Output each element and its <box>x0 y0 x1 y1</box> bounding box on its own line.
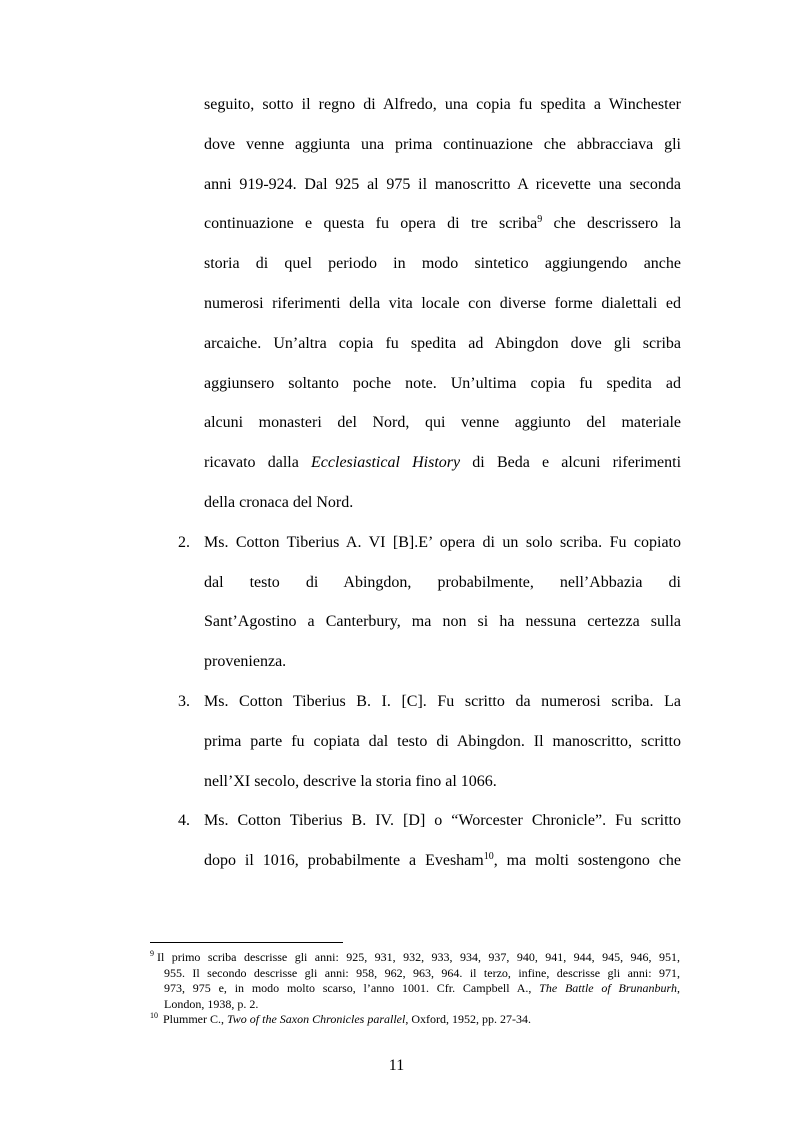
footnote-line: 955. Il secondo descrisse gli anni: 958, 962, 963, 964. il terzo, infine, descrisse gli anni: 971, <box>164 965 680 980</box>
footnote-line <box>157 981 680 997</box>
footnotes <box>150 950 680 1028</box>
text-line: anni 919-924. Dal 925 al 975 il manoscritto A ricevette una seconda <box>204 175 681 193</box>
text-line: Ms. Cotton Tiberius B. IV. [D] o “Worcester Chronicle”. Fu scritto <box>204 812 681 830</box>
footnote-mark: 9 <box>150 949 154 958</box>
text-line: arcaiche. Un’altra copia fu spedita ad Abingdon dove gli scriba <box>204 334 681 352</box>
paragraph-manuscript-a <box>204 85 681 523</box>
footnote-10 <box>150 1012 680 1028</box>
text-line: dove venne aggiunta una prima continuazione che abbracciava gli <box>204 135 681 153</box>
text-line <box>204 443 681 483</box>
text-fragment: continuazione e questa fu opera di tre scriba <box>204 215 538 233</box>
text-fragment: dopo il 1016, probabilmente a Evesham <box>204 852 484 870</box>
book-title-battle-of-brunanburh: The Battle of Brunanburh <box>539 981 677 995</box>
text-line: della cronaca del Nord. <box>204 493 354 511</box>
book-title-two-saxon-chronicles: Two of the Saxon Chronicles parallel <box>227 1012 406 1026</box>
footnote-separator <box>150 942 343 943</box>
text-line: aggiunsero soltanto poche note. Un’ultima copia fu spedita ad <box>204 374 681 392</box>
list-item-4 <box>178 801 682 881</box>
page-number: 11 <box>388 1057 405 1074</box>
text-fragment: che descrissero la <box>553 215 681 233</box>
text-line: alcuni monasteri del Nord, qui venne aggiunto del materiale <box>204 414 681 432</box>
footnote-9 <box>150 950 680 1012</box>
text-fragment: 973, 975 e, in modo molto scarso, l’anno 1001. Cfr. Campbell A., <box>164 981 532 995</box>
text-fragment: , ma molti sostengono che <box>493 852 682 870</box>
text-line: numerosi riferimenti della vita locale con diverse forme dialettali ed <box>204 294 681 312</box>
text-line: nell’XI secolo, descrive la storia fino al 1066. <box>204 772 497 790</box>
text-fragment: Plummer C., <box>163 1012 225 1026</box>
footnote-reference-9[interactable]: 9 <box>537 214 543 226</box>
text-line: prima parte fu copiata dal testo di Abingdon. Il manoscritto, scritto <box>204 732 681 750</box>
footnote-line: Il primo scriba descrisse gli anni: 925, 931, 932, 933, 934, 937, 940, 941, 944, 945, 946, 951, <box>157 950 680 964</box>
footnote-line <box>157 1012 680 1028</box>
text-fragment: , <box>677 981 680 995</box>
text-line: seguito, sotto il regno di Alfredo, una copia fu spedita a Winchester <box>204 96 681 113</box>
footnote-reference-10[interactable]: 10 <box>483 851 494 863</box>
text-fragment: di Beda e alcuni riferimenti <box>472 454 682 472</box>
text-fragment: ricavato dalla <box>204 454 299 472</box>
text-line <box>204 204 681 244</box>
list-item-3 <box>178 682 681 801</box>
list-number: 4. <box>178 812 190 830</box>
text-fragment: , Oxford, 1952, pp. 27-34. <box>405 1012 531 1026</box>
footnote-line: London, 1938, p. 2. <box>164 996 259 1011</box>
text-line: Sant’Agostino a Canterbury, ma non si ha nessuna certezza sulla <box>204 613 681 631</box>
text-line: Ms. Cotton Tiberius B. I. [C]. Fu scritto da numerosi scriba. La <box>204 692 681 710</box>
text-line <box>204 841 681 881</box>
book-title-ecclesiastical-history: Ecclesiastical History <box>311 454 461 472</box>
text-line: storia di quel periodo in modo sintetico aggiungendo anche <box>204 255 681 273</box>
text-line: provenienza. <box>204 653 287 671</box>
list-item-2 <box>178 523 681 682</box>
main-text <box>178 85 682 881</box>
footnote-mark: 10 <box>150 1011 158 1020</box>
list-number: 2. <box>178 533 190 551</box>
list-number: 3. <box>178 692 190 710</box>
text-line: dal testo di Abingdon, probabilmente, nell’Abbazia di <box>204 573 681 591</box>
text-line: Ms. Cotton Tiberius A. VI [B].E’ opera di un solo scriba. Fu copiato <box>204 533 681 551</box>
